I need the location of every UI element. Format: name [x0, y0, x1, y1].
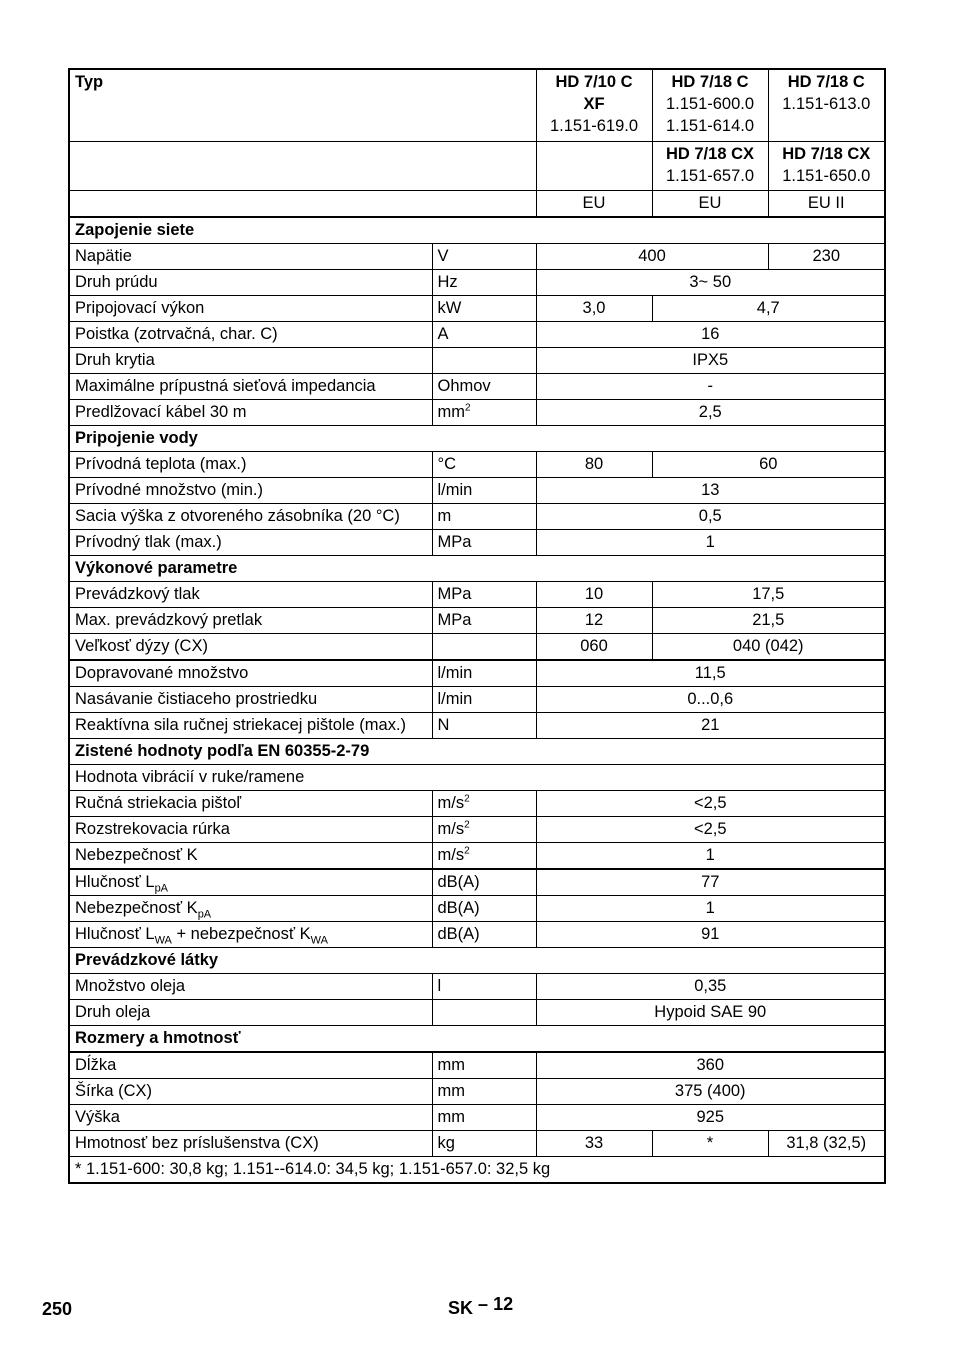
model-3-code: 1.151-613.0 — [782, 95, 871, 113]
row-power — [69, 296, 885, 322]
row-unit: N — [432, 713, 536, 739]
row-value-3: 31,8 (32,5) — [768, 1131, 885, 1157]
language-page-marker — [448, 1294, 514, 1319]
model-1-name-a: HD 7/10 C — [555, 73, 633, 91]
row-lance — [69, 817, 885, 843]
row-length — [69, 1052, 885, 1079]
row-unit: l — [432, 974, 536, 1000]
row-value: IPX5 — [536, 348, 885, 374]
row-uncert-kpa — [69, 896, 885, 922]
section-power-title: Zapojenie siete — [69, 217, 885, 244]
row-unit: m — [432, 504, 536, 530]
row-value-1: 12 — [536, 608, 652, 634]
row-unit: mm — [432, 1079, 536, 1105]
row-noise-lwa — [69, 922, 885, 948]
row-value-2: 230 — [768, 244, 885, 270]
row-label: Pripojovací výkon — [69, 296, 432, 322]
cx-model-1-name: HD 7/18 CX — [665, 145, 755, 163]
model-1-code: 1.151-619.0 — [549, 117, 639, 135]
row-unit: $m/s^2$ — [432, 817, 536, 843]
row-unit: l/min — [432, 660, 536, 687]
section-water-title: Pripojenie vody — [69, 426, 885, 452]
row-value: 0,5 — [536, 504, 885, 530]
row-label: Druh oleja — [69, 1000, 432, 1026]
region-2: EU — [652, 191, 768, 218]
section-dimensions-title: Rozmery a hmotnosť — [69, 1026, 885, 1053]
row-value: Hypoid SAE 90 — [536, 1000, 885, 1026]
region-1: EU — [536, 191, 652, 218]
row-unit: V — [432, 244, 536, 270]
row-label: Prívodné množstvo (min.) — [69, 478, 432, 504]
model-1-name-b: XF — [583, 95, 605, 113]
footnote: * 1.151-600: 30,8 kg; 1.151--614.0: 34,5 kg; 1.151-657.0: 32,5 kg — [69, 1157, 885, 1184]
sub-page: – 12 — [478, 1294, 514, 1314]
row-label: Hlučnosť $L_{WA}$ + nebezpečnosť $K_{WA}$ — [69, 922, 432, 948]
row-inlet-temp — [69, 452, 885, 478]
model-col-1 — [536, 69, 652, 142]
row-value: 13 — [536, 478, 885, 504]
row-detergent — [69, 687, 885, 713]
section-power — [69, 217, 885, 244]
row-unit: dB(A) — [432, 869, 536, 896]
row-label: Nebezpečnosť $K_{pA}$ — [69, 896, 432, 922]
model-2-code-1: 1.151-600.0 — [665, 95, 755, 113]
section-fluids — [69, 948, 885, 974]
row-unit: A — [432, 322, 536, 348]
model-2-code-2: 1.151-614.0 — [665, 117, 755, 135]
technical-data-table — [68, 68, 886, 1184]
row-op-pressure — [69, 582, 885, 608]
row-label: Veľkosť dýzy (CX) — [69, 634, 432, 661]
row-nozzle — [69, 634, 885, 661]
row-width — [69, 1079, 885, 1105]
row-unit: MPa — [432, 582, 536, 608]
row-value-2: 60 — [652, 452, 885, 478]
row-value: <2,5 — [536, 791, 885, 817]
row-unit: dB(A) — [432, 922, 536, 948]
row-unit: Ohmov — [432, 374, 536, 400]
row-label: Napätie — [69, 244, 432, 270]
row-current — [69, 270, 885, 296]
row-value-1: 400 — [536, 244, 768, 270]
row-label: Druh prúdu — [69, 270, 432, 296]
row-label: Ručná striekacia pištoľ — [69, 791, 432, 817]
row-label: Hodnota vibrácií v ruke/ramene — [69, 765, 885, 791]
model-2-name: HD 7/18 C — [671, 73, 749, 91]
row-unit: l/min — [432, 478, 536, 504]
section-water — [69, 426, 885, 452]
row-label: Nebezpečnosť K — [69, 843, 432, 870]
cx-model-1 — [652, 142, 768, 191]
row-unit: kg — [432, 1131, 536, 1157]
row-oil-type — [69, 1000, 885, 1026]
row-unit — [432, 1000, 536, 1026]
row-value: <2,5 — [536, 817, 885, 843]
row-oil-qty — [69, 974, 885, 1000]
row-value: 0...0,6 — [536, 687, 885, 713]
cx-model-2-code: 1.151-650.0 — [782, 167, 871, 185]
row-value: 0,35 — [536, 974, 885, 1000]
header-row-regions — [69, 191, 885, 218]
row-label: Dĺžka — [69, 1052, 432, 1079]
row-label: Množstvo oleja — [69, 974, 432, 1000]
row-unit: °C — [432, 452, 536, 478]
row-noise-lpa — [69, 869, 885, 896]
row-fuse — [69, 322, 885, 348]
row-label: Prívodný tlak (max.) — [69, 530, 432, 556]
row-label: Rozstrekovacia rúrka — [69, 817, 432, 843]
row-label: Druh krytia — [69, 348, 432, 374]
row-unit: MPa — [432, 530, 536, 556]
row-value: 21 — [536, 713, 885, 739]
typ-label: Typ — [69, 69, 536, 142]
row-label: Prevádzkový tlak — [69, 582, 432, 608]
row-label: Dopravované množstvo — [69, 660, 432, 687]
row-value: 77 — [536, 869, 885, 896]
row-unit: l/min — [432, 687, 536, 713]
row-label: Nasávanie čistiaceho prostriedku — [69, 687, 432, 713]
row-value: 1 — [536, 896, 885, 922]
row-label: Poistka (zotrvačná, char. C) — [69, 322, 432, 348]
cx-model-2 — [768, 142, 885, 191]
row-value: 360 — [536, 1052, 885, 1079]
row-suction — [69, 504, 885, 530]
row-value-2: 21,5 — [652, 608, 885, 634]
row-label: Šírka (CX) — [69, 1079, 432, 1105]
section-dimensions — [69, 1026, 885, 1053]
section-performance-title: Výkonové parametre — [69, 556, 885, 582]
row-unit: dB(A) — [432, 896, 536, 922]
row-value-2: 4,7 — [652, 296, 885, 322]
row-value: 16 — [536, 322, 885, 348]
row-label: Reaktívna sila ručnej striekacej pištole (max.) — [69, 713, 432, 739]
row-height — [69, 1105, 885, 1131]
language-code: SK — [448, 1298, 474, 1318]
row-protection — [69, 348, 885, 374]
row-unit: $mm^2$ — [432, 400, 536, 426]
row-value-2: * — [652, 1131, 768, 1157]
row-value: 925 — [536, 1105, 885, 1131]
row-value-1: 33 — [536, 1131, 652, 1157]
section-performance — [69, 556, 885, 582]
row-cable — [69, 400, 885, 426]
row-max-pressure — [69, 608, 885, 634]
row-voltage — [69, 244, 885, 270]
row-value: 1 — [536, 843, 885, 870]
row-recoil — [69, 713, 885, 739]
row-value: 2,5 — [536, 400, 885, 426]
cx-model-1-code: 1.151-657.0 — [665, 167, 755, 185]
section-measured-title: Zistené hodnoty podľa EN 60355-2-79 — [69, 739, 885, 765]
row-unit — [432, 634, 536, 661]
model-col-3 — [768, 69, 885, 142]
row-impedance — [69, 374, 885, 400]
section-measured — [69, 739, 885, 765]
row-label: Hmotnosť bez príslušenstva (CX) — [69, 1131, 432, 1157]
row-label: Hlučnosť $L_{pA}$ — [69, 869, 432, 896]
row-uncert-k — [69, 843, 885, 870]
model-col-2 — [652, 69, 768, 142]
row-value-1: 10 — [536, 582, 652, 608]
row-value: 1 — [536, 530, 885, 556]
model-3-name: HD 7/18 C — [787, 73, 865, 91]
row-gun — [69, 791, 885, 817]
header-row-cx — [69, 142, 885, 191]
row-unit: Hz — [432, 270, 536, 296]
row-flow — [69, 660, 885, 687]
row-value: - — [536, 374, 885, 400]
row-label: Predlžovací kábel 30 m — [69, 400, 432, 426]
row-value: 11,5 — [536, 660, 885, 687]
region-3: EU II — [768, 191, 885, 218]
page-number: 250 — [42, 1299, 73, 1319]
row-value-1: 3,0 — [536, 296, 652, 322]
row-footnote — [69, 1157, 885, 1184]
row-unit: $m/s^2$ — [432, 791, 536, 817]
row-unit — [432, 348, 536, 374]
row-value-1: 80 — [536, 452, 652, 478]
row-value-1: 060 — [536, 634, 652, 661]
row-value: 91 — [536, 922, 885, 948]
row-label: Výška — [69, 1105, 432, 1131]
row-vibration — [69, 765, 885, 791]
row-label: Prívodná teplota (max.) — [69, 452, 432, 478]
row-label: Maximálne prípustná sieťová impedancia — [69, 374, 432, 400]
row-label: Sacia výška z otvoreného zásobníka (20 °C) — [69, 504, 432, 530]
row-value-2: 040 (042) — [652, 634, 885, 661]
row-value: 375 (400) — [536, 1079, 885, 1105]
row-unit: mm — [432, 1052, 536, 1079]
row-unit: $m/s^2$ — [432, 843, 536, 870]
cx-model-2-name: HD 7/18 CX — [782, 145, 871, 163]
row-unit: MPa — [432, 608, 536, 634]
row-unit: kW — [432, 296, 536, 322]
row-value-2: 17,5 — [652, 582, 885, 608]
row-unit: mm — [432, 1105, 536, 1131]
row-value: 3~ 50 — [536, 270, 885, 296]
row-inlet-flow — [69, 478, 885, 504]
row-inlet-pressure — [69, 530, 885, 556]
header-row-models — [69, 69, 885, 142]
row-weight — [69, 1131, 885, 1157]
section-fluids-title: Prevádzkové látky — [69, 948, 885, 974]
row-label: Max. prevádzkový pretlak — [69, 608, 432, 634]
